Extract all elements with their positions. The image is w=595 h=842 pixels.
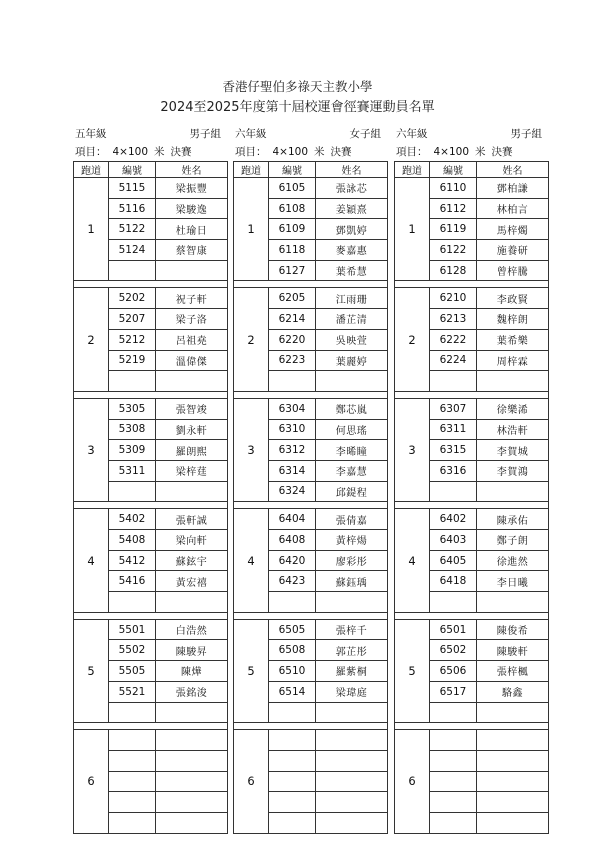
table-header-row	[74, 162, 228, 178]
athlete-name: 蘇鈺瑀	[316, 571, 388, 592]
athlete-name: 姜穎熹	[316, 198, 388, 219]
lane-number: 1	[234, 178, 269, 281]
athlete-name: 江雨珊	[316, 288, 388, 309]
athlete-number: 6122	[430, 240, 477, 261]
athlete-number	[430, 750, 477, 771]
athlete-name: 曾梓騰	[477, 260, 549, 281]
athlete-name: 郭芷彤	[316, 640, 388, 661]
athlete-name: 鄧柏謙	[477, 178, 549, 199]
athlete-number: 6128	[430, 260, 477, 281]
lane-gap	[74, 281, 228, 288]
athlete-number	[109, 812, 156, 833]
athlete-number	[269, 702, 316, 723]
athlete-number: 5402	[109, 509, 156, 530]
roster-table	[233, 161, 388, 834]
lane-number: 1	[395, 178, 430, 281]
athlete-name: 施養研	[477, 240, 549, 261]
table-row	[395, 288, 549, 309]
athlete-number: 6404	[269, 509, 316, 530]
athlete-number: 6310	[269, 419, 316, 440]
table-row	[234, 619, 388, 640]
athlete-name: 鄭芯嵐	[316, 398, 388, 419]
table-row	[74, 288, 228, 309]
roster-panel	[73, 125, 229, 834]
athlete-name: 張梓楓	[477, 661, 549, 682]
athlete-name: 李嘉慧	[316, 460, 388, 481]
athlete-number: 5311	[109, 460, 156, 481]
number-column-header: 編號	[269, 162, 316, 178]
athlete-name: 蔡智康	[156, 240, 228, 261]
athlete-number	[109, 481, 156, 502]
athlete-name: 梁振豐	[156, 178, 228, 199]
athlete-name: 張銘浚	[156, 681, 228, 702]
athlete-name: 張軒誠	[156, 509, 228, 530]
athlete-number	[109, 730, 156, 751]
athlete-number: 6517	[430, 681, 477, 702]
athlete-name	[156, 592, 228, 613]
athlete-name: 徐進然	[477, 550, 549, 571]
athlete-name	[477, 481, 549, 502]
lane-gap-cell	[74, 612, 228, 619]
athlete-name: 梁駿逸	[156, 198, 228, 219]
athlete-number: 6105	[269, 178, 316, 199]
athlete-name: 徐樂浠	[477, 398, 549, 419]
athlete-name: 羅朗熙	[156, 440, 228, 461]
athlete-number: 6213	[430, 309, 477, 330]
athlete-name	[156, 750, 228, 771]
table-row	[74, 178, 228, 199]
athlete-number: 6119	[430, 219, 477, 240]
table-row	[234, 288, 388, 309]
athlete-number	[269, 592, 316, 613]
table-row	[74, 730, 228, 751]
lane-gap-cell	[395, 723, 549, 730]
athlete-number: 6220	[269, 329, 316, 350]
athlete-number: 6118	[269, 240, 316, 261]
name-column-header: 姓名	[316, 162, 388, 178]
athlete-number: 6223	[269, 350, 316, 371]
athlete-number: 5122	[109, 219, 156, 240]
athlete-name: 陳駿軒	[477, 640, 549, 661]
athlete-name: 李賀鴻	[477, 460, 549, 481]
group-label: 男子組	[189, 128, 221, 140]
athlete-name: 陳俊希	[477, 619, 549, 640]
athlete-name: 白浩然	[156, 619, 228, 640]
athlete-number: 6316	[430, 460, 477, 481]
athlete-number: 5308	[109, 419, 156, 440]
lane-number: 6	[74, 730, 109, 833]
group-label: 女子組	[349, 128, 381, 140]
athlete-name: 李晞瞳	[316, 440, 388, 461]
event-round: 決賽	[491, 146, 513, 158]
panel-header	[73, 125, 229, 161]
event-round: 決賽	[170, 146, 192, 158]
event-round: 決賽	[330, 146, 352, 158]
athlete-number: 6420	[269, 550, 316, 571]
athlete-name: 駱鑫	[477, 681, 549, 702]
athlete-name	[316, 750, 388, 771]
athlete-number	[430, 481, 477, 502]
athlete-name	[477, 792, 549, 813]
athlete-number: 6315	[430, 440, 477, 461]
lane-number: 3	[395, 398, 430, 501]
athlete-name: 周梓霖	[477, 350, 549, 371]
athlete-number: 5502	[109, 640, 156, 661]
athlete-number: 5124	[109, 240, 156, 261]
athlete-number: 6502	[430, 640, 477, 661]
table-row	[234, 509, 388, 530]
athlete-number: 5521	[109, 681, 156, 702]
athlete-name	[316, 592, 388, 613]
lane-gap	[74, 612, 228, 619]
athlete-name: 邱鍉程	[316, 481, 388, 502]
lane-gap-cell	[395, 502, 549, 509]
lane-gap	[395, 612, 549, 619]
roster-table	[73, 161, 228, 834]
athlete-number: 5207	[109, 309, 156, 330]
athlete-name	[156, 792, 228, 813]
athlete-name: 廖彩彤	[316, 550, 388, 571]
table-row	[395, 730, 549, 751]
athlete-name: 梁梓莛	[156, 460, 228, 481]
athlete-name	[477, 702, 549, 723]
lane-number: 4	[74, 509, 109, 612]
athlete-number: 5505	[109, 661, 156, 682]
athlete-number: 6403	[430, 530, 477, 551]
athlete-name: 羅紫桐	[316, 661, 388, 682]
athlete-number: 5305	[109, 398, 156, 419]
athlete-name: 張梓千	[316, 619, 388, 640]
athlete-number	[109, 592, 156, 613]
athlete-name	[156, 371, 228, 392]
athlete-number	[269, 812, 316, 833]
lane-column-header: 跑道	[74, 162, 109, 178]
event-distance: 4×100	[433, 146, 470, 158]
athlete-name: 梁子洛	[156, 309, 228, 330]
lane-gap	[74, 723, 228, 730]
event-prefix: 項目：	[396, 146, 428, 158]
table-header-row	[234, 162, 388, 178]
lane-gap-cell	[74, 281, 228, 288]
athlete-name: 鄧凱婷	[316, 219, 388, 240]
event-unit: 米	[154, 146, 165, 158]
lane-gap	[234, 612, 388, 619]
athlete-name: 梁瑋庭	[316, 681, 388, 702]
athlete-name	[477, 371, 549, 392]
athlete-name	[156, 730, 228, 751]
table-row	[74, 398, 228, 419]
lane-gap-cell	[234, 502, 388, 509]
athlete-name: 葉麗婷	[316, 350, 388, 371]
event-distance: 4×100	[112, 146, 149, 158]
athlete-name: 鄭子朗	[477, 530, 549, 551]
athlete-number	[109, 771, 156, 792]
athlete-number: 5309	[109, 440, 156, 461]
athlete-number: 5501	[109, 619, 156, 640]
athlete-name: 陳燁	[156, 661, 228, 682]
athlete-name	[477, 771, 549, 792]
lane-gap	[234, 391, 388, 398]
athlete-number	[109, 260, 156, 281]
lane-gap	[74, 391, 228, 398]
athlete-number: 6312	[269, 440, 316, 461]
event-prefix: 項目：	[75, 146, 107, 158]
table-row	[395, 398, 549, 419]
name-column-header: 姓名	[477, 162, 549, 178]
athlete-name: 張智竣	[156, 398, 228, 419]
lane-gap-cell	[395, 391, 549, 398]
athlete-number: 6314	[269, 460, 316, 481]
athlete-name	[156, 260, 228, 281]
table-row	[74, 509, 228, 530]
athlete-number: 5219	[109, 350, 156, 371]
athlete-name	[477, 750, 549, 771]
athlete-number	[430, 792, 477, 813]
athlete-name: 黃宏禧	[156, 571, 228, 592]
athlete-name	[477, 812, 549, 833]
lane-gap	[74, 502, 228, 509]
athlete-number	[109, 702, 156, 723]
lane-number: 5	[234, 619, 269, 722]
group-label: 男子組	[510, 128, 542, 140]
list-title: 2024至2025年度第十屆校運會徑賽運動員名單	[160, 100, 435, 115]
athlete-number	[109, 371, 156, 392]
athlete-name	[316, 792, 388, 813]
lane-gap	[234, 723, 388, 730]
lane-gap-cell	[234, 612, 388, 619]
athlete-number: 6324	[269, 481, 316, 502]
athlete-name: 林浩軒	[477, 419, 549, 440]
athlete-number: 6508	[269, 640, 316, 661]
athlete-number: 5408	[109, 530, 156, 551]
lane-column-header: 跑道	[395, 162, 430, 178]
lane-gap	[234, 502, 388, 509]
lane-gap-cell	[234, 281, 388, 288]
athlete-name: 林柏言	[477, 198, 549, 219]
athlete-number	[430, 371, 477, 392]
athlete-name: 陳駿昇	[156, 640, 228, 661]
athlete-name	[316, 371, 388, 392]
athlete-name	[477, 730, 549, 751]
lane-gap-cell	[234, 391, 388, 398]
athlete-number: 6501	[430, 619, 477, 640]
lane-gap	[234, 281, 388, 288]
table-row	[234, 398, 388, 419]
event-line	[396, 144, 519, 159]
athlete-name	[156, 771, 228, 792]
athlete-number: 6408	[269, 530, 316, 551]
lane-gap	[395, 281, 549, 288]
table-row	[234, 730, 388, 751]
grade-label: 五年級	[75, 128, 107, 140]
athlete-name: 黃梓煬	[316, 530, 388, 551]
athlete-name: 葉希慧	[316, 260, 388, 281]
athlete-number: 5202	[109, 288, 156, 309]
event-line	[235, 144, 358, 159]
athlete-number: 6510	[269, 661, 316, 682]
athlete-name: 溫偉傑	[156, 350, 228, 371]
lane-number: 4	[234, 509, 269, 612]
lane-number: 5	[395, 619, 430, 722]
table-row	[395, 619, 549, 640]
athlete-name	[156, 481, 228, 502]
grade-label: 六年級	[396, 128, 428, 140]
athlete-number: 6311	[430, 419, 477, 440]
athlete-number: 5416	[109, 571, 156, 592]
athlete-number: 6423	[269, 571, 316, 592]
athlete-number	[430, 592, 477, 613]
athlete-name	[316, 771, 388, 792]
athlete-name: 魏梓朗	[477, 309, 549, 330]
event-line	[75, 144, 198, 159]
athlete-number: 6505	[269, 619, 316, 640]
number-column-header: 編號	[109, 162, 156, 178]
athlete-name	[316, 730, 388, 751]
lane-number: 3	[234, 398, 269, 501]
athlete-number: 5212	[109, 329, 156, 350]
athlete-name	[316, 702, 388, 723]
lane-gap-cell	[234, 723, 388, 730]
lane-number: 5	[74, 619, 109, 722]
athlete-name: 葉希樂	[477, 329, 549, 350]
roster-panel	[233, 125, 389, 834]
athlete-number: 5115	[109, 178, 156, 199]
athlete-number	[269, 792, 316, 813]
event-unit: 米	[314, 146, 325, 158]
lane-number: 3	[74, 398, 109, 501]
athlete-name: 李賀城	[477, 440, 549, 461]
athlete-number: 6127	[269, 260, 316, 281]
athlete-number: 6514	[269, 681, 316, 702]
lane-gap	[395, 391, 549, 398]
athlete-name: 祝子軒	[156, 288, 228, 309]
lane-gap-cell	[395, 612, 549, 619]
athlete-name: 呂祖堯	[156, 329, 228, 350]
lane-gap-cell	[74, 502, 228, 509]
table-header-row	[395, 162, 549, 178]
athlete-number	[109, 792, 156, 813]
lane-number: 6	[395, 730, 430, 833]
athlete-number	[269, 730, 316, 751]
athlete-number	[269, 771, 316, 792]
athlete-number	[109, 750, 156, 771]
athlete-name: 李日曦	[477, 571, 549, 592]
lane-number: 6	[234, 730, 269, 833]
event-prefix: 項目：	[235, 146, 267, 158]
athlete-name: 陳承佑	[477, 509, 549, 530]
athlete-number: 6418	[430, 571, 477, 592]
athlete-number	[430, 702, 477, 723]
athlete-number: 5116	[109, 198, 156, 219]
athlete-number	[430, 730, 477, 751]
athlete-number	[269, 371, 316, 392]
athlete-name: 潘芷清	[316, 309, 388, 330]
lane-gap	[395, 502, 549, 509]
name-column-header: 姓名	[156, 162, 228, 178]
athlete-name: 杜瑜日	[156, 219, 228, 240]
number-column-header: 編號	[430, 162, 477, 178]
athlete-number: 6224	[430, 350, 477, 371]
athlete-number: 6506	[430, 661, 477, 682]
athlete-name: 張倩嘉	[316, 509, 388, 530]
athlete-number: 6110	[430, 178, 477, 199]
athlete-name: 麥嘉惠	[316, 240, 388, 261]
roster-table	[394, 161, 549, 834]
lane-number: 2	[395, 288, 430, 391]
lane-number: 2	[74, 288, 109, 391]
athlete-name: 李政賢	[477, 288, 549, 309]
athlete-name: 劉永軒	[156, 419, 228, 440]
athlete-name: 馬梓燭	[477, 219, 549, 240]
athlete-name: 蘇鉉宇	[156, 550, 228, 571]
table-row	[395, 178, 549, 199]
athlete-name	[156, 702, 228, 723]
panel-header	[233, 125, 389, 161]
athlete-number: 6205	[269, 288, 316, 309]
athlete-number: 6109	[269, 219, 316, 240]
athlete-number: 6402	[430, 509, 477, 530]
athlete-number: 6307	[430, 398, 477, 419]
lane-number: 2	[234, 288, 269, 391]
lane-column-header: 跑道	[234, 162, 269, 178]
athlete-number: 6112	[430, 198, 477, 219]
athlete-number: 6214	[269, 309, 316, 330]
athlete-number: 6304	[269, 398, 316, 419]
athlete-number	[269, 750, 316, 771]
panel-header	[394, 125, 550, 161]
school-name: 香港仔聖伯多祿天主教小學	[222, 79, 373, 94]
athlete-name	[316, 812, 388, 833]
athlete-number: 6210	[430, 288, 477, 309]
athlete-number: 5412	[109, 550, 156, 571]
athlete-name: 張詠芯	[316, 178, 388, 199]
table-row	[395, 509, 549, 530]
lane-gap-cell	[74, 391, 228, 398]
athlete-name	[477, 592, 549, 613]
lane-number: 1	[74, 178, 109, 281]
athlete-number: 6222	[430, 329, 477, 350]
athlete-name	[156, 812, 228, 833]
lane-gap-cell	[395, 281, 549, 288]
table-row	[234, 178, 388, 199]
event-distance: 4×100	[272, 146, 309, 158]
lane-gap	[395, 723, 549, 730]
athlete-name: 吳映萱	[316, 329, 388, 350]
athlete-number	[430, 812, 477, 833]
athlete-number	[430, 771, 477, 792]
athlete-number: 6405	[430, 550, 477, 571]
athlete-name: 何思瑤	[316, 419, 388, 440]
grade-label: 六年級	[235, 128, 267, 140]
event-unit: 米	[475, 146, 486, 158]
roster-panel	[394, 125, 550, 834]
table-row	[74, 619, 228, 640]
lane-gap-cell	[74, 723, 228, 730]
lane-number: 4	[395, 509, 430, 612]
athlete-number: 6108	[269, 198, 316, 219]
athlete-name: 梁向軒	[156, 530, 228, 551]
